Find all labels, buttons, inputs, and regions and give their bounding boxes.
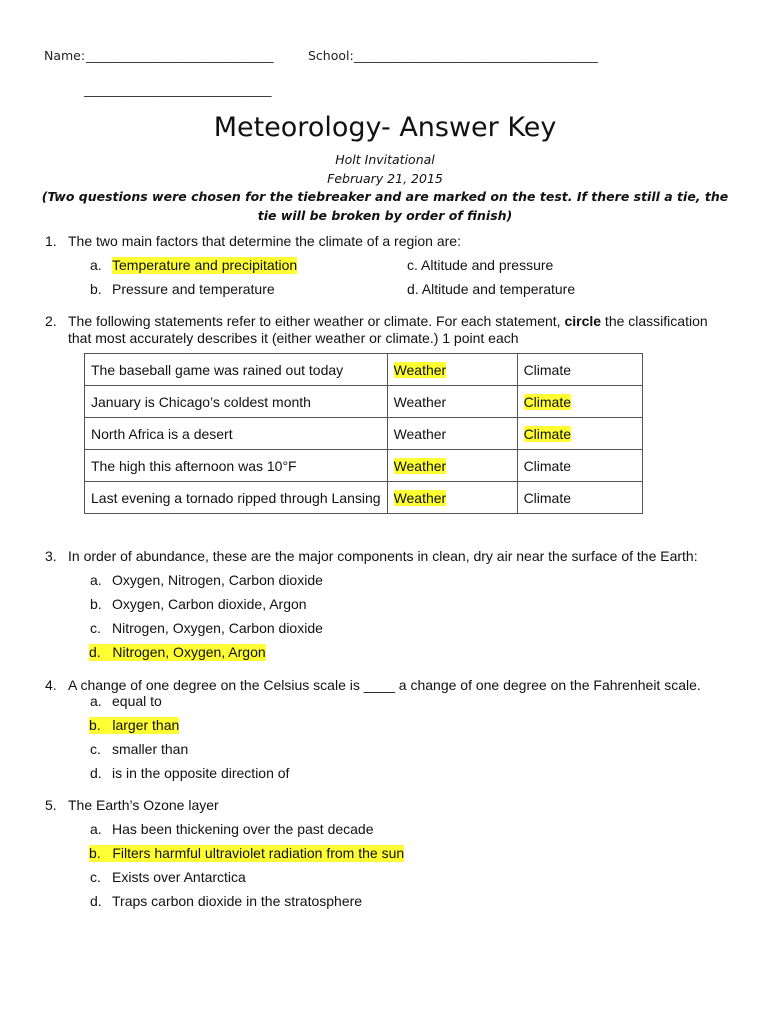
weather-option: Weather <box>393 425 447 442</box>
event-name: Holt Invitational <box>335 152 435 167</box>
weather-cell <box>387 418 517 450</box>
q2-text-pre: The following statements refer to either weather or climate. For each statement, <box>68 313 565 329</box>
weather-cell <box>387 386 517 418</box>
q2-text-line2: that most accurately describes it (either weather or climate.) 1 point each <box>68 330 519 346</box>
q4-option-b-text: larger than <box>112 717 180 733</box>
climate-option: Climate <box>523 425 572 442</box>
q3-option-b-text: Oxygen, Carbon dioxide, Argon <box>112 596 307 612</box>
weather-option: Weather <box>393 361 447 378</box>
climate-option: Climate <box>523 361 572 378</box>
name-field-line: ______________________________ <box>86 48 274 63</box>
climate-option: Climate <box>523 393 572 410</box>
q1-number: 1. <box>45 233 57 249</box>
statement-cell: Last evening a tornado ripped through Lansing <box>85 482 388 514</box>
weather-option: Weather <box>393 457 447 474</box>
page-title: Meteorology- Answer Key <box>213 112 557 143</box>
table-row <box>85 482 643 514</box>
extra-field-line: ______________________________ <box>84 82 272 97</box>
q3-option-a-text: Oxygen, Nitrogen, Carbon dioxide <box>112 572 323 588</box>
q5-option-b-letter: b. <box>89 845 101 861</box>
table-row <box>85 418 643 450</box>
climate-cell <box>517 386 642 418</box>
q3-option-c-text: Nitrogen, Oxygen, Carbon dioxide <box>112 620 323 636</box>
q5-number: 5. <box>45 797 57 813</box>
q2-number: 2. <box>45 313 57 329</box>
q3-option-d-text: Nitrogen, Oxygen, Argon <box>112 644 266 660</box>
weather-climate-table <box>84 353 643 514</box>
q3-option-d <box>89 644 266 661</box>
q1-option-b-text: Pressure and temperature <box>112 281 275 297</box>
table-row <box>85 354 643 386</box>
q1-option-a-text: Temperature and precipitation <box>112 257 298 273</box>
q4-option-b-letter: b. <box>89 717 101 733</box>
q5-option-b <box>89 845 404 862</box>
climate-option: Climate <box>523 457 572 474</box>
climate-cell <box>517 450 642 482</box>
q3-text: In order of abundance, these are the major components in clean, dry air near the surface of the Earth: <box>68 548 698 564</box>
school-field-line: _______________________________________ <box>354 48 598 63</box>
statement-cell: North Africa is a desert <box>85 418 388 450</box>
table-row <box>85 386 643 418</box>
q2-text-bold: circle <box>564 313 602 329</box>
q3-number: 3. <box>45 548 57 564</box>
q5-option-c-text: Exists over Antarctica <box>112 869 246 885</box>
q2-text-post: the classification <box>601 313 708 329</box>
weather-option: Weather <box>393 393 447 410</box>
weather-option: Weather <box>393 489 447 506</box>
climate-cell <box>517 482 642 514</box>
q4-option-d-letter: d. <box>90 765 102 781</box>
q1-option-c: c. Altitude and pressure <box>407 257 554 273</box>
q4-text: A change of one degree on the Celsius scale is ____ a change of one degree on the Fahrenheit scale. <box>68 677 701 693</box>
q1-option-d: d. Altitude and temperature <box>407 281 576 297</box>
q3-option-d-letter: d. <box>89 644 101 660</box>
q5-option-d-letter: d. <box>90 893 102 909</box>
q5-option-a-letter: a. <box>90 821 102 837</box>
q2-text-line1 <box>68 313 708 330</box>
weather-cell <box>387 482 517 514</box>
tiebreaker-note: (Two questions were chosen for the tiebreaker and are marked on the test. If there still a tie, the tie will be broken by order of finish) <box>41 189 729 223</box>
event-date: February 21, 2015 <box>327 171 443 186</box>
q1-text: The two main factors that determine the climate of a region are: <box>68 233 461 249</box>
q4-option-c-letter: c. <box>90 741 101 757</box>
q5-option-a-text: Has been thickening over the past decade <box>112 821 374 837</box>
school-label: School: <box>308 48 354 63</box>
name-label: Name: <box>44 48 86 63</box>
q4-option-d-text: is in the opposite direction of <box>112 765 290 781</box>
q5-option-d-text: Traps carbon dioxide in the stratosphere <box>112 893 363 909</box>
q5-option-c-letter: c. <box>90 869 101 885</box>
q5-option-b-text: Filters harmful ultraviolet radiation from the sun <box>112 845 405 861</box>
q3-option-c-letter: c. <box>90 620 101 636</box>
weather-cell <box>387 354 517 386</box>
statement-cell: January is Chicago’s coldest month <box>85 386 388 418</box>
q5-text: The Earth’s Ozone layer <box>68 797 219 813</box>
q1-option-a-letter: a. <box>90 257 102 273</box>
climate-cell <box>517 354 642 386</box>
table-row <box>85 450 643 482</box>
q4-option-a-text: equal to <box>112 693 162 709</box>
statement-cell: The high this afternoon was 10°F <box>85 450 388 482</box>
q4-number: 4. <box>45 677 57 693</box>
climate-option: Climate <box>523 489 572 506</box>
q3-option-b-letter: b. <box>90 596 102 612</box>
q3-option-a-letter: a. <box>90 572 102 588</box>
q4-option-b <box>89 717 179 734</box>
weather-cell <box>387 450 517 482</box>
q4-option-c-text: smaller than <box>112 741 189 757</box>
q4-option-a-letter: a. <box>90 693 102 709</box>
statement-cell: The baseball game was rained out today <box>85 354 388 386</box>
q1-option-b-letter: b. <box>90 281 102 297</box>
climate-cell <box>517 418 642 450</box>
